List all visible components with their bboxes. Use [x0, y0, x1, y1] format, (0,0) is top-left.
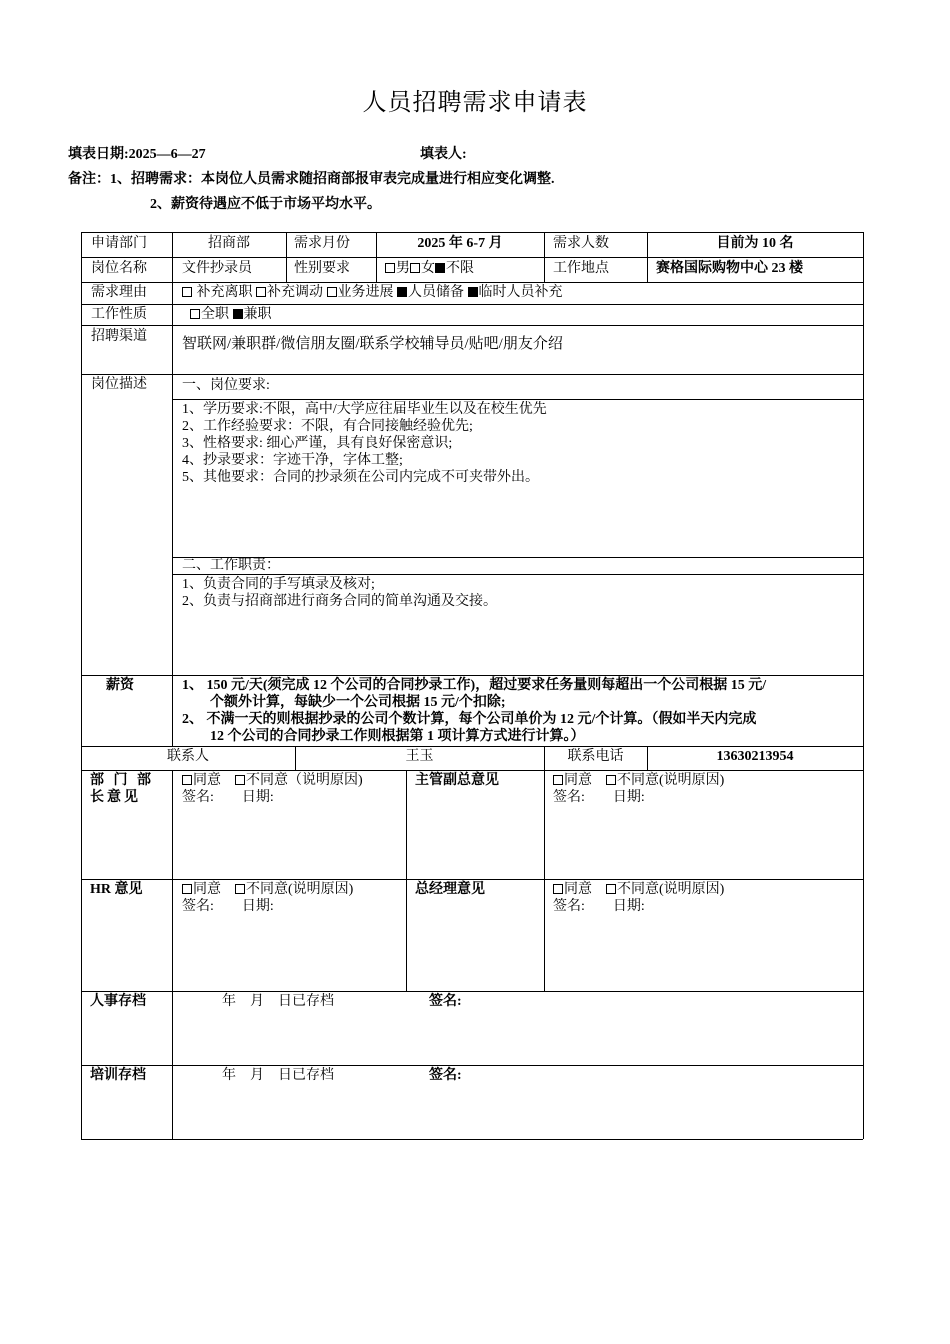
- deputy-agree-checkbox[interactable]: [553, 775, 563, 785]
- fill-date: 填表日期:2025—6—27: [68, 147, 206, 162]
- reason-label: 需求理由: [91, 285, 147, 300]
- req-item: 4、抄录要求：字迹干净，字体工整;: [182, 453, 403, 468]
- contact-phone-value: 13630213954: [716, 749, 794, 764]
- duty-item: 2、负责与招商部进行商务合同的简单沟通及交接。: [182, 594, 497, 609]
- contact-phone-label: 联系电话: [567, 749, 624, 764]
- hr-label: HR 意见: [90, 882, 143, 897]
- filler-label: 填表人:: [420, 147, 467, 162]
- reason-checkbox-3[interactable]: [327, 287, 337, 297]
- dept-head-agree-checkbox[interactable]: [182, 775, 192, 785]
- reason-checkbox-4-checked[interactable]: [397, 287, 407, 297]
- page-title: 人员招聘需求申请表: [362, 90, 588, 116]
- deputy-label: 主管副总意见: [415, 773, 499, 788]
- nature-options: 全职 兼职: [190, 306, 272, 323]
- female-checkbox[interactable]: [410, 263, 420, 273]
- contact-person-label: 联系人: [167, 749, 209, 764]
- male-checkbox[interactable]: [385, 263, 395, 273]
- location-label: 工作地点: [553, 261, 609, 276]
- dept-head-options: 同意 不同意（说明原因): [182, 772, 363, 789]
- req-list: [182, 401, 547, 486]
- req-item: 1、学历要求:不限，高中/大学应往届毕业生以及在校生优先: [182, 402, 547, 417]
- personnel-archive-label: 人事存档: [90, 994, 146, 1009]
- note-line-1: 备注：1、招聘需求：本岗位人员需求随招商部报审表完成量进行相应变化调整.: [68, 172, 555, 187]
- duty-title: 二、工作职责：: [182, 558, 280, 573]
- reason-checkbox-2[interactable]: [256, 287, 266, 297]
- gm-label: 总经理意见: [415, 882, 485, 897]
- reason-checkbox-1[interactable]: [182, 287, 192, 297]
- dept-head-disagree-checkbox[interactable]: [235, 775, 245, 785]
- gender-label: 性别要求: [294, 261, 350, 276]
- nature-label: 工作性质: [91, 307, 147, 322]
- duty-list: [182, 576, 497, 610]
- deputy-disagree-checkbox[interactable]: [606, 775, 616, 785]
- any-gender-checkbox-checked[interactable]: [435, 263, 445, 273]
- req-item: 2、工作经验要求：不限，有合同接触经验优先;: [182, 419, 473, 434]
- gm-options: 同意 不同意(说明原因): [553, 881, 724, 898]
- fulltime-checkbox[interactable]: [190, 309, 200, 319]
- dept-value: 招商部: [208, 236, 250, 251]
- reason-checkbox-5-checked[interactable]: [468, 287, 478, 297]
- reason-options: 补充离职 补充调动 业务进展 人员储备 临时人员补充: [182, 284, 563, 301]
- training-archive-label: 培训存档: [90, 1068, 146, 1083]
- deputy-options: 同意 不同意(说明原因): [553, 772, 724, 789]
- hr-sign: 签名: 日期:: [182, 899, 274, 914]
- hr-agree-checkbox[interactable]: [182, 884, 192, 894]
- deputy-sign: 签名: 日期:: [553, 790, 645, 805]
- training-archive-sign: 签名:: [429, 1068, 462, 1083]
- gm-disagree-checkbox[interactable]: [606, 884, 616, 894]
- dept-head-sign: 签名: 日期:: [182, 790, 274, 805]
- channel-value: 智联网/兼职群/微信朋友圈/联系学校辅导员/贴吧/朋友介绍: [182, 336, 563, 352]
- req-item: 5、其他要求：合同的抄录须在公司内完成不可夹带外出。: [182, 470, 539, 485]
- month-label: 需求月份: [294, 236, 350, 251]
- contact-person-value: 王玉: [405, 749, 434, 764]
- note-line-2: 2、薪资待遇应不低于市场平均水平。: [150, 197, 381, 212]
- post-value: 文件抄录员: [182, 261, 252, 276]
- salary-text: 1、 150 元/天(须完成 12 个公司的合同抄录工作)，超过要求任务量则每超出一个公司根据 15 元/ 个额外计算，每缺少一个公司根据 15 元/个扣除; 2、 不满一天的则根据抄录的公司个数计算，每个公司单价为 12 元/个计算。（假如半天内完成 12 个公司的合同抄录工作则根据第 1 项计算方式进行计算。）: [182, 678, 767, 744]
- personnel-archive-sign: 签名:: [429, 994, 462, 1009]
- duty-item: 1、负责合同的手写填录及核对;: [182, 577, 375, 592]
- req-title: 一、岗位要求:: [182, 378, 270, 393]
- hr-options: 同意 不同意(说明原因): [182, 881, 353, 898]
- location-value: 赛格国际购物中心 23 楼: [656, 261, 803, 276]
- post-label: 岗位名称: [91, 261, 147, 276]
- gender-options: 男 女 不限: [385, 260, 474, 277]
- count-value: 目前为 10 名: [716, 236, 794, 251]
- count-label: 需求人数: [553, 236, 609, 251]
- dept-head-label: 部 门 部 长意见: [90, 773, 154, 805]
- personnel-archive-date: 年 月 日已存档: [222, 994, 334, 1009]
- parttime-checkbox-checked[interactable]: [233, 309, 243, 319]
- channel-label: 招聘渠道: [91, 329, 147, 344]
- gm-sign: 签名: 日期:: [553, 899, 645, 914]
- dept-label: 申请部门: [91, 236, 147, 251]
- desc-label: 岗位描述: [91, 377, 147, 392]
- training-archive-date: 年 月 日已存档: [222, 1068, 334, 1083]
- month-value: 2025 年 6-7 月: [417, 236, 503, 251]
- salary-label: 薪资: [106, 678, 134, 693]
- hr-disagree-checkbox[interactable]: [235, 884, 245, 894]
- gm-agree-checkbox[interactable]: [553, 884, 563, 894]
- req-item: 3、性格要求: 细心严谨，具有良好保密意识;: [182, 436, 453, 451]
